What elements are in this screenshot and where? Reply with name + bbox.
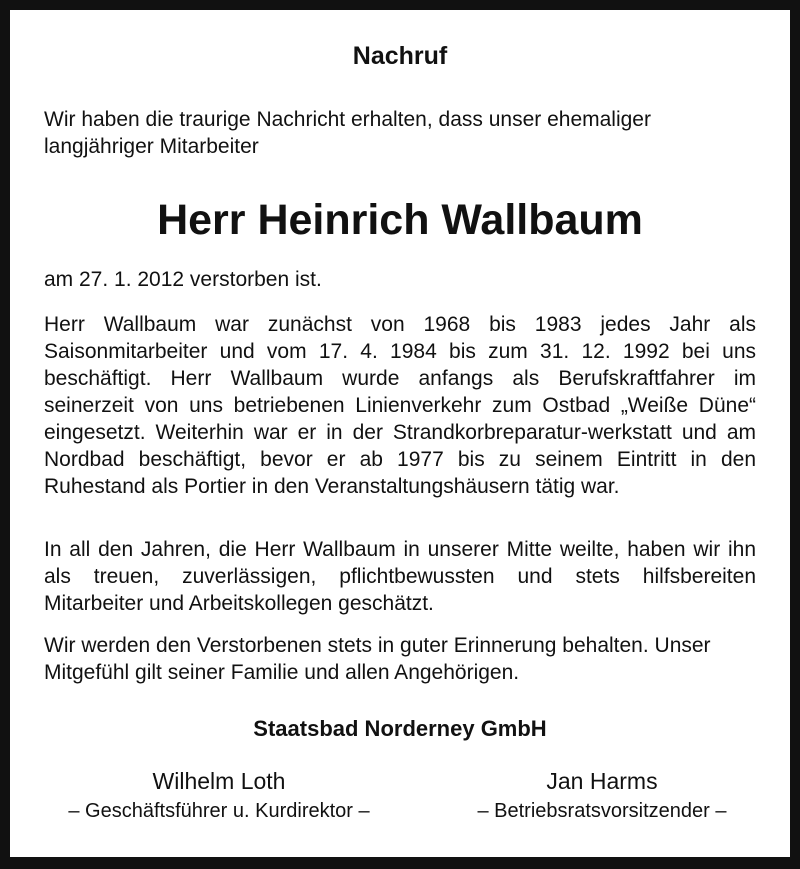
signatory-left xyxy=(38,765,400,825)
condolence-paragraph: Wir werden den Verstorbenen stets in guter Erinnerung behalten. Unser Mitgefühl gilt seiner Familie und allen Angehörigen. xyxy=(44,634,711,684)
company-name: Staatsbad Norderney GmbH xyxy=(253,716,547,741)
signatory-name: Wilhelm Loth xyxy=(152,768,286,794)
signatory-right xyxy=(442,765,762,825)
death-date-line: am 27. 1. 2012 verstorben ist. xyxy=(44,268,322,291)
intro-text: Wir haben die traurige Nachricht erhalten, dass unser ehemaliger langjähriger Mitarbeiter xyxy=(44,108,651,158)
notice-title: Nachruf xyxy=(352,42,448,70)
signatory-role: – Betriebsratsvorsitzender – xyxy=(477,800,727,822)
appreciation-paragraph: In all den Jahren, die Herr Wallbaum in unserer Mitte weilte, haben wir ihn als treuen, zuverlässigen, pflichtbewussten und stets hilfsbereiten Mitarbeiter und Arbeitskollegen geschätzt. xyxy=(44,538,756,615)
signatory-name: Jan Harms xyxy=(546,768,658,794)
signatory-role: – Geschäftsführer u. Kurdirektor – xyxy=(68,800,370,822)
career-paragraph: Herr Wallbaum war zunächst von 1968 bis 1983 jedes Jahr als Saisonmitarbeiter und vom 17. 4. 1984 bis zum 31. 12. 1992 bei uns beschäftigt. Herr Wallbaum wurde anfangs als Berufskraftfahrer im seinerzeit von uns betriebenen Linienverkehr zum Ostbad „Weiße Düne“ eingesetzt. Weiterhin war er in der Strandkorbreparatur-werkstatt und am Nordbad beschäftigt, bevor er ab 1977 bis zu seinem Eintritt in den Ruhestand als Portier in den Veranstaltungshäusern tätig war. xyxy=(44,313,756,498)
deceased-name: Herr Heinrich Wallbaum xyxy=(157,196,643,244)
